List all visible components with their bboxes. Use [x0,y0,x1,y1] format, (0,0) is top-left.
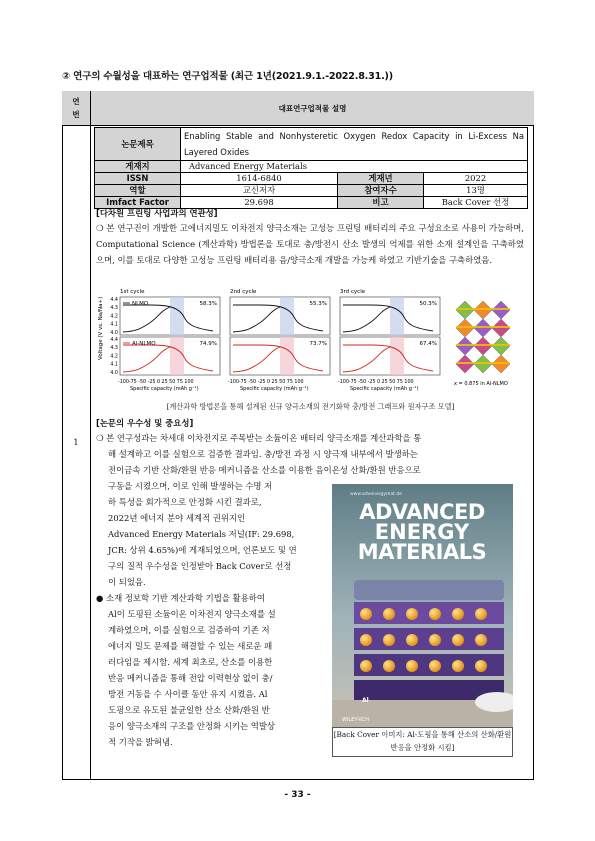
series-label: NLMO [132,301,149,307]
octahedron-shape [474,337,492,355]
section1-title: [다차원 프린팅 사업과의 연관성] [96,208,218,218]
efficiency-label: 58.3% [199,301,217,307]
shade-region [280,337,294,375]
x-axis-label: Specific capacity (mAh g⁻¹) [240,386,309,392]
octahedron-shape [456,355,474,373]
figure-caption: [계산과학 방법론을 통해 설계된 신규 양극소재의 전기화학 충/방전 그래프와 원자구조 모델] [166,402,455,411]
role-label: 역할 [95,185,181,197]
section-heading: ② 연구의 수월성을 대표하는 연구업적물 (최근 1년(2021.9.1.-2022.8.31.)) [62,71,393,82]
para1-line: Advanced Energy Materials 저널(IF: 29.698, [108,529,295,539]
cover-publisher: WILEY-VCH [342,717,370,723]
para2-line: 에너지 밀도 문제를 해결할 수 있는 새로운 패 [108,641,273,651]
journal-cover-image [332,484,513,727]
cover-atom [429,660,441,672]
charge-discharge-chart [94,285,527,397]
circle-bullet-icon: ❍ [96,223,107,233]
x-tick-labels: -100-75 -50 -25 0 25 50 75 100 [118,380,194,385]
cover-atom [475,608,487,620]
octahedron-shape [492,355,510,373]
x-tick-labels: -100-75 -50 -25 0 25 50 75 100 [338,380,414,385]
x-tick-labels: -100-75 -50 -25 0 25 50 75 100 [228,380,304,385]
octahedron-shape [492,319,510,337]
octahedron-shape [492,337,510,355]
title-label: 논문제목 [95,128,181,161]
column-divider [90,91,91,780]
note-label: 비고 [338,197,424,209]
header-number-label: 연번 [72,97,80,119]
cover-atom [383,608,395,620]
shade-region [390,337,404,375]
cover-atom [429,634,441,646]
authors-value: 13명 [424,185,528,197]
section2-para1-narrow [108,494,328,590]
year-label: 게재년 [338,173,424,185]
authors-label: 참여자수 [338,185,424,197]
cover-atom [475,660,487,672]
shade-region [170,337,184,375]
para2-line: 소재 정보학 기반 계산과학 기법을 활용하여 [105,593,265,603]
section2-para2 [96,590,328,750]
x-axis-label: Specific capacity (mAh g⁻¹) [130,386,199,392]
cycle-title: 2nd cycle [230,289,257,295]
para1-line: 구의 질적 우수성을 인정받아 Back Cover로 선정 [108,561,292,571]
cover-art [332,484,513,727]
para2-line: 계하였으며, 이를 실험으로 검증하여 기존 저 [108,625,270,635]
para1-line: 2022년 에너지 분야 세계적 권위지인 [108,513,246,523]
shade-region [170,297,184,335]
y-axis-label: Voltage (V vs. Na/Na+) [98,296,104,360]
role-value: 교신저자 [181,185,338,197]
efficiency-label: 67.4% [419,341,437,347]
octahedron-shape [492,301,510,319]
y-tick-label: 4.0 [110,370,118,376]
section2-title: [논문의 우수성 및 중요성] [96,418,194,428]
shade-region [390,297,404,335]
efficiency-label: 55.3% [309,301,327,307]
cycle-title: 1st cycle [120,289,145,295]
para2-line: 러다임을 제시함. 세계 최초로, 산소를 이용한 [108,657,273,667]
y-tick-label: 4.1 [110,322,118,328]
journal-value: Advanced Energy Materials [181,161,528,173]
octahedron-shape [474,301,492,319]
para1-line: JCR: 상위 4.65%)에 게재되었으며, 언론보도 및 연 [108,545,297,555]
octahedron-shape [456,337,474,355]
cover-atom [452,660,464,672]
structure-label: x = 0.875 in Al-NLMO [454,381,508,387]
if-label: Imfact Factor [95,197,181,209]
filled-bullet-icon: ● [96,593,106,603]
cover-atom [360,634,372,646]
efficiency-label: 50.3% [419,301,437,307]
octahedron-shape [456,301,474,319]
cover-atom [383,634,395,646]
para2-line: 응이 양극소재의 구조를 안정화 시키는 역발상 [108,721,276,731]
paper-title: Enabling Stable and Nonhysteretic Oxygen Redox Capacity in Li-Excess Na Layered Oxides [181,128,528,161]
y-tick-label: 4.2 [110,314,118,320]
cover-title-2: ENERGY [374,520,470,544]
cover-atom [360,608,372,620]
octahedron-shape [474,355,492,373]
para2-line: 도핑으로 유도된 불균일한 산소 산화/환원 반 [108,705,270,715]
efficiency-label: 73.7% [309,341,327,347]
para1-line: 구동을 시켰으며, 이로 인해 발생하는 수명 저 [108,481,273,491]
cover-atom [452,608,464,620]
cover-al-label: Al [362,697,369,704]
if-value: 29.698 [181,197,338,209]
cover-atom [360,660,372,672]
section1-text [96,220,524,268]
paper-info-table [94,127,528,209]
octahedron-shape [456,319,474,337]
cover-url: www.advenergymat.de [350,492,402,497]
journal-label: 게재지 [95,161,181,173]
series-label: Al-NLMO [132,341,156,347]
para2-line: 방전 거동을 수 사이클 동안 유지 시켰음. Al [108,689,268,699]
efficiency-label: 74.9% [199,341,217,347]
y-tick-label: 4.3 [110,306,118,312]
cover-atom [406,634,418,646]
issn-label: ISSN [95,173,181,185]
y-tick-label: 4.3 [110,346,118,352]
electrochem-figure [94,285,527,397]
page-number: - 33 - [284,790,311,800]
para2-line: 반응 메커니즘을 통해 전압 이력현상 없이 충/ [108,673,273,683]
cover-atom [475,634,487,646]
y-tick-label: 4.2 [110,354,118,360]
cover-caption: [Back Cover 이미지: Al-도핑을 통해 산소의 산화/환원 반응을 안정화 시킴] [332,727,513,757]
para1-line: 본 연구성과는 차세대 이차전지로 주목받는 소듐이온 배터리 양극소재를 계산과학을 통 [106,433,422,443]
y-tick-label: 4.4 [110,338,118,343]
octahedron-shape [474,319,492,337]
x-axis-label: Specific capacity (mAh g⁻¹) [350,386,419,392]
note-value: Back Cover 선정 [424,197,528,209]
para2-line: Al이 도핑된 소듐이온 이차전지 양극소재를 설 [108,609,276,619]
section1-body: 본 연구진이 개발한 고에너지밀도 이차전지 양극소재는 고성능 프린팅 배터리의 주요 구성요소로 사용이 가능하며, Computational Science (계산과학) 방법론을 토대로 충/방전시 산소 발생의 억제를 위한 소재 설계인을 구축하였으며, 이를 토대로 다양한 고성능 프린팅 배터리용 음/양극소재 개발을 가능케 하였고 기반기술을 구축하였음. [96,223,524,265]
cycle-title: 3rd cycle [340,289,366,295]
para2-line: 적 기작을 밝혀냄. [108,737,173,747]
y-tick-label: 4.4 [110,298,118,303]
year-value: 2022 [424,173,528,185]
shade-region [280,297,294,335]
row-number: 1 [73,438,79,448]
para1-line: 하 특성을 회가적으로 안정화 시킨 결과로, [108,497,262,507]
cover-title-1: ADVANCED [359,500,485,524]
y-tick-label: 4.1 [110,362,118,368]
issn-value: 1614-6840 [181,173,338,185]
cover-atom [406,660,418,672]
cover-atom [406,608,418,620]
cover-atom [452,634,464,646]
circle-bullet-icon: ❍ [96,433,107,443]
y-tick-label: 4.0 [110,330,118,336]
para1-line: 이 되었음. [108,577,146,587]
cover-title-3: MATERIALS [357,540,487,564]
para1-line: 전이금속 기반 산화/환원 반응 메커니즘을 산소를 이용한 음이온성 산화/환원 반응으로 [108,465,421,475]
cover-atom [429,608,441,620]
para1-line: 해 설계하고 이를 실험으로 검증한 결과임. 충/방전 과정 시 양극재 내부에서 발생하는 [108,449,418,459]
header-title: 대표연구업적물 설명 [278,104,347,113]
cover-atom [383,660,395,672]
